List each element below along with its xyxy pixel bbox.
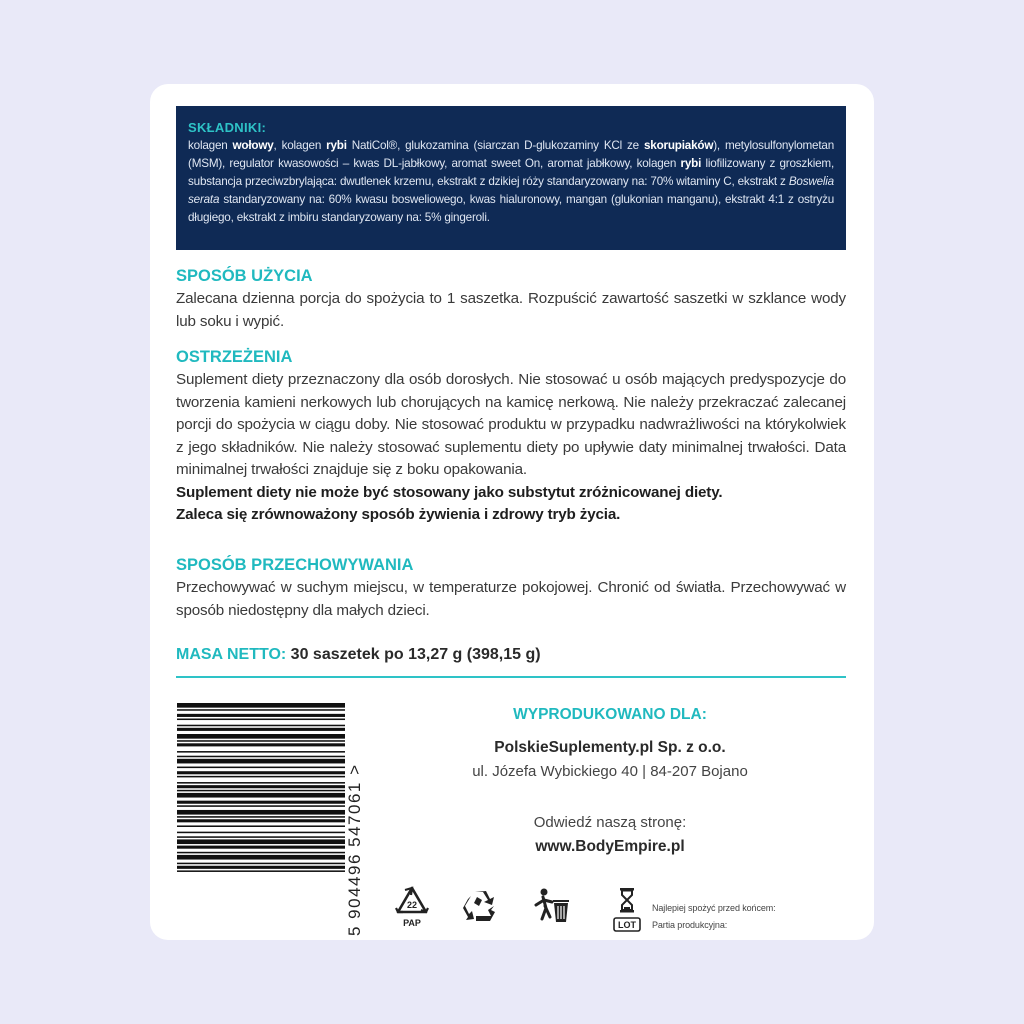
usage-title: SPOSÓB UŻYCIA: [176, 267, 313, 285]
barcode-bar: [177, 855, 345, 860]
barcode-bar: [177, 767, 345, 769]
producer-address: ul. Józefa Wybickiego 40 | 84-207 Bojano: [472, 763, 748, 780]
net-mass: [176, 646, 541, 664]
barcode-bar: [177, 801, 345, 804]
visit-text: Odwiedź naszą stronę:: [533, 814, 687, 831]
net-mass-value: 30 saszetek po 13,27 g (398,15 g): [290, 646, 541, 663]
barcode-bar: [177, 756, 345, 758]
warnings-title: OSTRZEŻENIA: [176, 348, 293, 366]
ingredients-text: [188, 137, 834, 227]
barcode-bar: [177, 728, 345, 731]
barcode-bar: [177, 703, 345, 708]
warnings-section: [176, 347, 846, 527]
barcode-bar: [177, 832, 345, 834]
barcode-bar: [177, 790, 345, 792]
best-before-text: Najlepiej spożyć przed końcem:: [652, 903, 776, 913]
barcode-bar: [177, 852, 345, 854]
ingredients-segment: liofilizowany z groszkiem, substancja przeciwzbrylająca: dwutlenek krzemu, ekstrakt z dzikiej róży standaryzowany na: 70% witaminy C, ekstrakt z: [188, 157, 834, 188]
ingredients-box: [176, 106, 846, 250]
barcode-bar: [177, 819, 345, 822]
ingredients-segment: , kolagen: [273, 139, 327, 152]
barcode-bar: [177, 776, 345, 778]
barcode-digits: 5 904496 547061 >: [345, 763, 364, 936]
barcode-bar: [177, 816, 345, 818]
storage-section: [176, 555, 846, 622]
barcode-bar: [177, 751, 345, 753]
ingredients-segment: Boswelia serata: [188, 175, 834, 206]
producer-title: WYPRODUKOWANO DLA:: [513, 706, 707, 723]
barcode-bar: [177, 709, 345, 711]
barcode-bar: [177, 866, 345, 869]
ingredients-segment: rybi: [326, 139, 347, 152]
barcode-bar: [177, 836, 345, 838]
batch-text: Partia produkcyjna:: [652, 920, 728, 930]
ingredients-segment: wołowy: [232, 139, 274, 152]
barcode-bar: [177, 714, 345, 717]
barcode-bar: [177, 759, 345, 764]
ingredients-segment: skorupiaków: [643, 139, 714, 152]
warnings-bold-diet: Suplement diety nie może być stosowany jako substytut zróżnicowanej diety.: [176, 483, 723, 501]
barcode-bar: [177, 771, 345, 774]
ingredients-segment: standaryzowany na: 60% kwasu bosweliowego, kwas hialuronowy, mangan (glukonian manganu), ekstrakt 4:1 z ostryżu długiego, ekstrakt z imbiru standaryzowany na: 5% gingeroli.: [188, 193, 834, 224]
barcode-bar: [177, 782, 345, 784]
barcode-bar: [177, 863, 345, 865]
hourglass-icon: [612, 886, 642, 934]
barcode-bar: [177, 785, 345, 788]
barcode-bar: [177, 725, 345, 727]
barcode-bar: [177, 719, 345, 721]
warnings-text: Suplement diety przeznaczony dla osób dorosłych. Nie stosować u osób mających predyspozycje do tworzenia kamieni nerkowych lub chorujących na kamicę nerkową. Nie należy przekraczać zalecanej porcji do spożycia w ciągu doby. Nie stosować produktu w przypadku nadwrażliwości na którykolwiek z jego składników. Nie należy stosować suplementu diety po upływie daty minimalnej trwałości. Data minimalnej trwałości znajduje się z boku opakowania.: [176, 371, 846, 478]
barcode-bar: [177, 740, 345, 742]
barcode-bar: [177, 839, 345, 844]
lot-label: LOT: [618, 920, 636, 930]
storage-text: Przechowywać w suchym miejscu, w temperaturze pokojowej. Chronić od światła. Przechowywać w sposób niedostępny dla małych dzieci.: [176, 579, 846, 619]
barcode-bar: [177, 825, 345, 827]
storage-title: SPOSÓB PRZECHOWYWANIA: [176, 556, 414, 574]
ingredients-segment: kolagen: [188, 139, 233, 152]
barcode-bar: [177, 734, 345, 739]
pap-number: 22: [406, 900, 418, 910]
divider-line: [176, 676, 846, 678]
ingredients-segment: ), metylosulfonylometan (MSM), regulator kwasowości – kwas DL-jabłkowy, aromat sweet On, aromat jabłkowy, kolagen: [188, 139, 834, 170]
barcode-bar: [177, 870, 345, 872]
net-mass-label: MASA NETTO:: [176, 646, 287, 663]
barcode-bar: [177, 743, 345, 746]
ingredients-segment: NatiCol®, glukozamina (siarczan D-glukozaminy KCl ze: [346, 139, 644, 152]
barcode-digits-wrap: [345, 690, 367, 936]
recycle-icon: [461, 888, 497, 924]
pap-label: PAP: [403, 918, 421, 928]
warnings-bold-lifestyle: Zaleca się zrównoważony sposób żywienia i zdrowy tryb życia.: [176, 506, 621, 523]
tidyman-icon: [532, 886, 572, 926]
barcode-bar: [177, 793, 345, 798]
ingredients-heading: SKŁADNIKI:: [188, 120, 267, 135]
usage-text: Zalecana dzienna porcja do spożycia to 1 saszetka. Rozpuścić zawartość saszetki w szklance wody lub soku i wypić.: [176, 290, 846, 330]
producer-name: PolskieSuplementy.pl Sp. z o.o.: [494, 739, 726, 756]
usage-section: [176, 266, 846, 333]
website-link[interactable]: www.BodyEmpire.pl: [535, 838, 685, 855]
pap-recycle-icon: [392, 884, 432, 932]
barcode: [177, 703, 345, 915]
barcode-bar: [177, 846, 345, 849]
barcode-bar: [177, 805, 345, 807]
barcode-bar: [177, 810, 345, 815]
ingredients-segment: rybi: [680, 157, 702, 170]
